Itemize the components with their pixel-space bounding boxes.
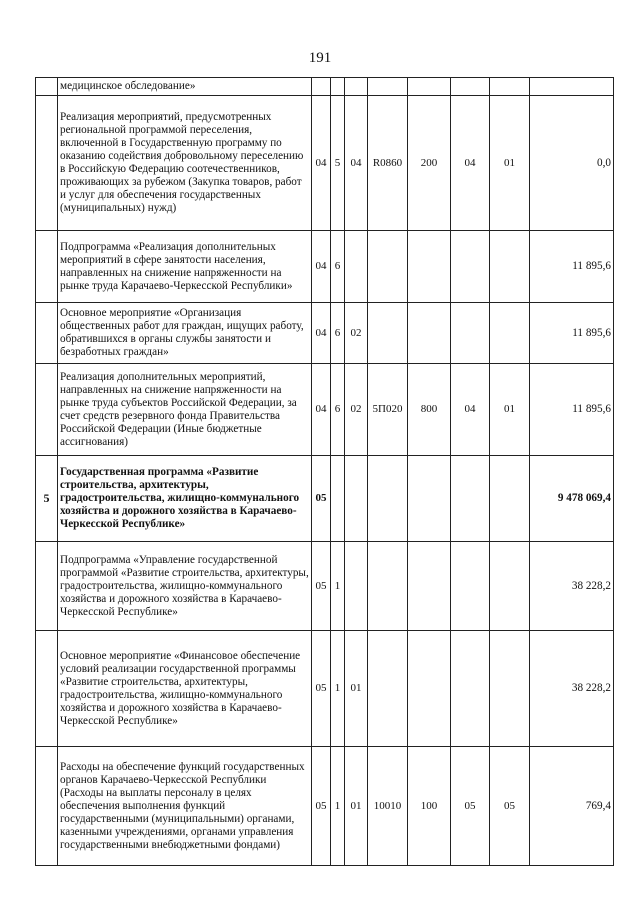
cell-rz: 05 bbox=[451, 747, 490, 866]
table-row bbox=[36, 364, 614, 456]
cell-vr bbox=[408, 542, 451, 631]
cell-pr: 05 bbox=[490, 747, 530, 866]
cell-vr: 200 bbox=[408, 96, 451, 231]
cell-dir bbox=[368, 303, 408, 364]
cell-name: Основное мероприятие «Организация общественных работ для граждан, ищущих работу, обратившихся в органы службы занятости и безработных граждан» bbox=[58, 303, 312, 364]
cell-num bbox=[36, 747, 58, 866]
cell-sum: 11 895,6 bbox=[530, 303, 614, 364]
page-number: 191 bbox=[308, 50, 332, 66]
table-row bbox=[36, 303, 614, 364]
budget-table bbox=[35, 77, 614, 866]
table-row bbox=[36, 96, 614, 231]
cell-vr: 800 bbox=[408, 364, 451, 456]
cell-vr bbox=[408, 78, 451, 96]
cell-om: 04 bbox=[345, 96, 368, 231]
cell-pp: 1 bbox=[331, 631, 345, 747]
cell-om bbox=[345, 78, 368, 96]
cell-pr bbox=[490, 456, 530, 542]
cell-rz bbox=[451, 456, 490, 542]
table-row bbox=[36, 456, 614, 542]
cell-name: медицинское обследование» bbox=[58, 78, 312, 96]
cell-rz: 04 bbox=[451, 364, 490, 456]
cell-pr bbox=[490, 78, 530, 96]
cell-sum: 11 895,6 bbox=[530, 364, 614, 456]
cell-pr bbox=[490, 631, 530, 747]
cell-gp: 04 bbox=[312, 364, 331, 456]
cell-pp: 6 bbox=[331, 303, 345, 364]
cell-vr bbox=[408, 303, 451, 364]
cell-om: 01 bbox=[345, 631, 368, 747]
cell-dir: 10010 bbox=[368, 747, 408, 866]
cell-pr: 01 bbox=[490, 96, 530, 231]
cell-gp: 05 bbox=[312, 456, 331, 542]
cell-num bbox=[36, 542, 58, 631]
cell-sum: 38 228,2 bbox=[530, 542, 614, 631]
cell-sum bbox=[530, 78, 614, 96]
cell-pp: 1 bbox=[331, 747, 345, 866]
cell-pp: 5 bbox=[331, 96, 345, 231]
table-row bbox=[36, 78, 614, 96]
cell-pp: 6 bbox=[331, 364, 345, 456]
cell-gp: 05 bbox=[312, 747, 331, 866]
cell-name: Подпрограмма «Реализация дополнительных мероприятий в сфере занятости населения, направленных на снижение напряженности на рынке труда Карачаево-Черкесской Республики» bbox=[58, 231, 312, 303]
cell-sum: 769,4 bbox=[530, 747, 614, 866]
cell-gp: 04 bbox=[312, 231, 331, 303]
cell-om bbox=[345, 231, 368, 303]
cell-gp: 05 bbox=[312, 542, 331, 631]
cell-gp bbox=[312, 78, 331, 96]
cell-pr bbox=[490, 303, 530, 364]
cell-pr bbox=[490, 231, 530, 303]
cell-dir bbox=[368, 456, 408, 542]
cell-pp bbox=[331, 78, 345, 96]
cell-pr bbox=[490, 542, 530, 631]
cell-num bbox=[36, 96, 58, 231]
cell-name: Реализация мероприятий, предусмотренных региональной программой переселения, включенной в Государственную программу по оказанию содействия добровольному переселению в Российскую Федерацию соотечественников, проживающих за рубежом (Закупка товаров, работ и услуг для обеспечения государственных (муниципальных) нужд) bbox=[58, 96, 312, 231]
table-row bbox=[36, 231, 614, 303]
cell-pp: 1 bbox=[331, 542, 345, 631]
cell-dir bbox=[368, 631, 408, 747]
cell-pp bbox=[331, 456, 345, 542]
cell-pr: 01 bbox=[490, 364, 530, 456]
cell-sum: 11 895,6 bbox=[530, 231, 614, 303]
cell-dir bbox=[368, 231, 408, 303]
cell-num bbox=[36, 364, 58, 456]
cell-rz bbox=[451, 231, 490, 303]
cell-om: 02 bbox=[345, 303, 368, 364]
cell-num bbox=[36, 78, 58, 96]
cell-gp: 04 bbox=[312, 96, 331, 231]
table-body bbox=[36, 78, 614, 866]
cell-name: Подпрограмма «Управление государственной программой «Развитие строительства, архитектуры, градостроительства, жилищно-коммунального хозяйства и дорожного хозяйства в Карачаево-Черкесской Республике» bbox=[58, 542, 312, 631]
cell-name: Государственная программа «Развитие строительства, архитектуры, градостроительства, жилищно-коммунального хозяйства и дорожного хозяйства в Карачаево-Черкесской Республике» bbox=[58, 456, 312, 542]
cell-dir: 5П020 bbox=[368, 364, 408, 456]
cell-sum: 9 478 069,4 bbox=[530, 456, 614, 542]
cell-name: Расходы на обеспечение функций государственных органов Карачаево-Черкесской Республики (Расходы на выплаты персоналу в целях обеспечения выполнения функций государственными (муниципальными) органами, казенными учреждениями, органами управления государственными внебюджетными фондами) bbox=[58, 747, 312, 866]
cell-num bbox=[36, 231, 58, 303]
cell-rz bbox=[451, 303, 490, 364]
cell-num bbox=[36, 631, 58, 747]
cell-om bbox=[345, 456, 368, 542]
cell-dir: R0860 bbox=[368, 96, 408, 231]
cell-rz bbox=[451, 542, 490, 631]
cell-name: Основное мероприятие «Финансовое обеспечение условий реализации государственной программы «Развитие строительства, архитектуры, градостроительства, жилищно-коммунального хозяйства и дорожного хозяйства в Карачаево-Черкесской Республике» bbox=[58, 631, 312, 747]
cell-vr bbox=[408, 456, 451, 542]
cell-om: 01 bbox=[345, 747, 368, 866]
cell-rz: 04 bbox=[451, 96, 490, 231]
cell-rz bbox=[451, 78, 490, 96]
cell-vr bbox=[408, 631, 451, 747]
cell-rz bbox=[451, 631, 490, 747]
cell-gp: 05 bbox=[312, 631, 331, 747]
cell-name: Реализация дополнительных мероприятий, направленных на снижение напряженности на рынке труда субъектов Российской Федерации, за счет средств резервного фонда Правительства Российской Федерации (Иные бюджетные ассигнования) bbox=[58, 364, 312, 456]
cell-om bbox=[345, 542, 368, 631]
table-row bbox=[36, 747, 614, 866]
cell-sum: 0,0 bbox=[530, 96, 614, 231]
cell-vr: 100 bbox=[408, 747, 451, 866]
cell-sum: 38 228,2 bbox=[530, 631, 614, 747]
cell-dir bbox=[368, 542, 408, 631]
cell-pp: 6 bbox=[331, 231, 345, 303]
table-row bbox=[36, 631, 614, 747]
table-row bbox=[36, 542, 614, 631]
cell-dir bbox=[368, 78, 408, 96]
cell-om: 02 bbox=[345, 364, 368, 456]
cell-gp: 04 bbox=[312, 303, 331, 364]
cell-num bbox=[36, 303, 58, 364]
cell-vr bbox=[408, 231, 451, 303]
cell-num: 5 bbox=[36, 456, 58, 542]
